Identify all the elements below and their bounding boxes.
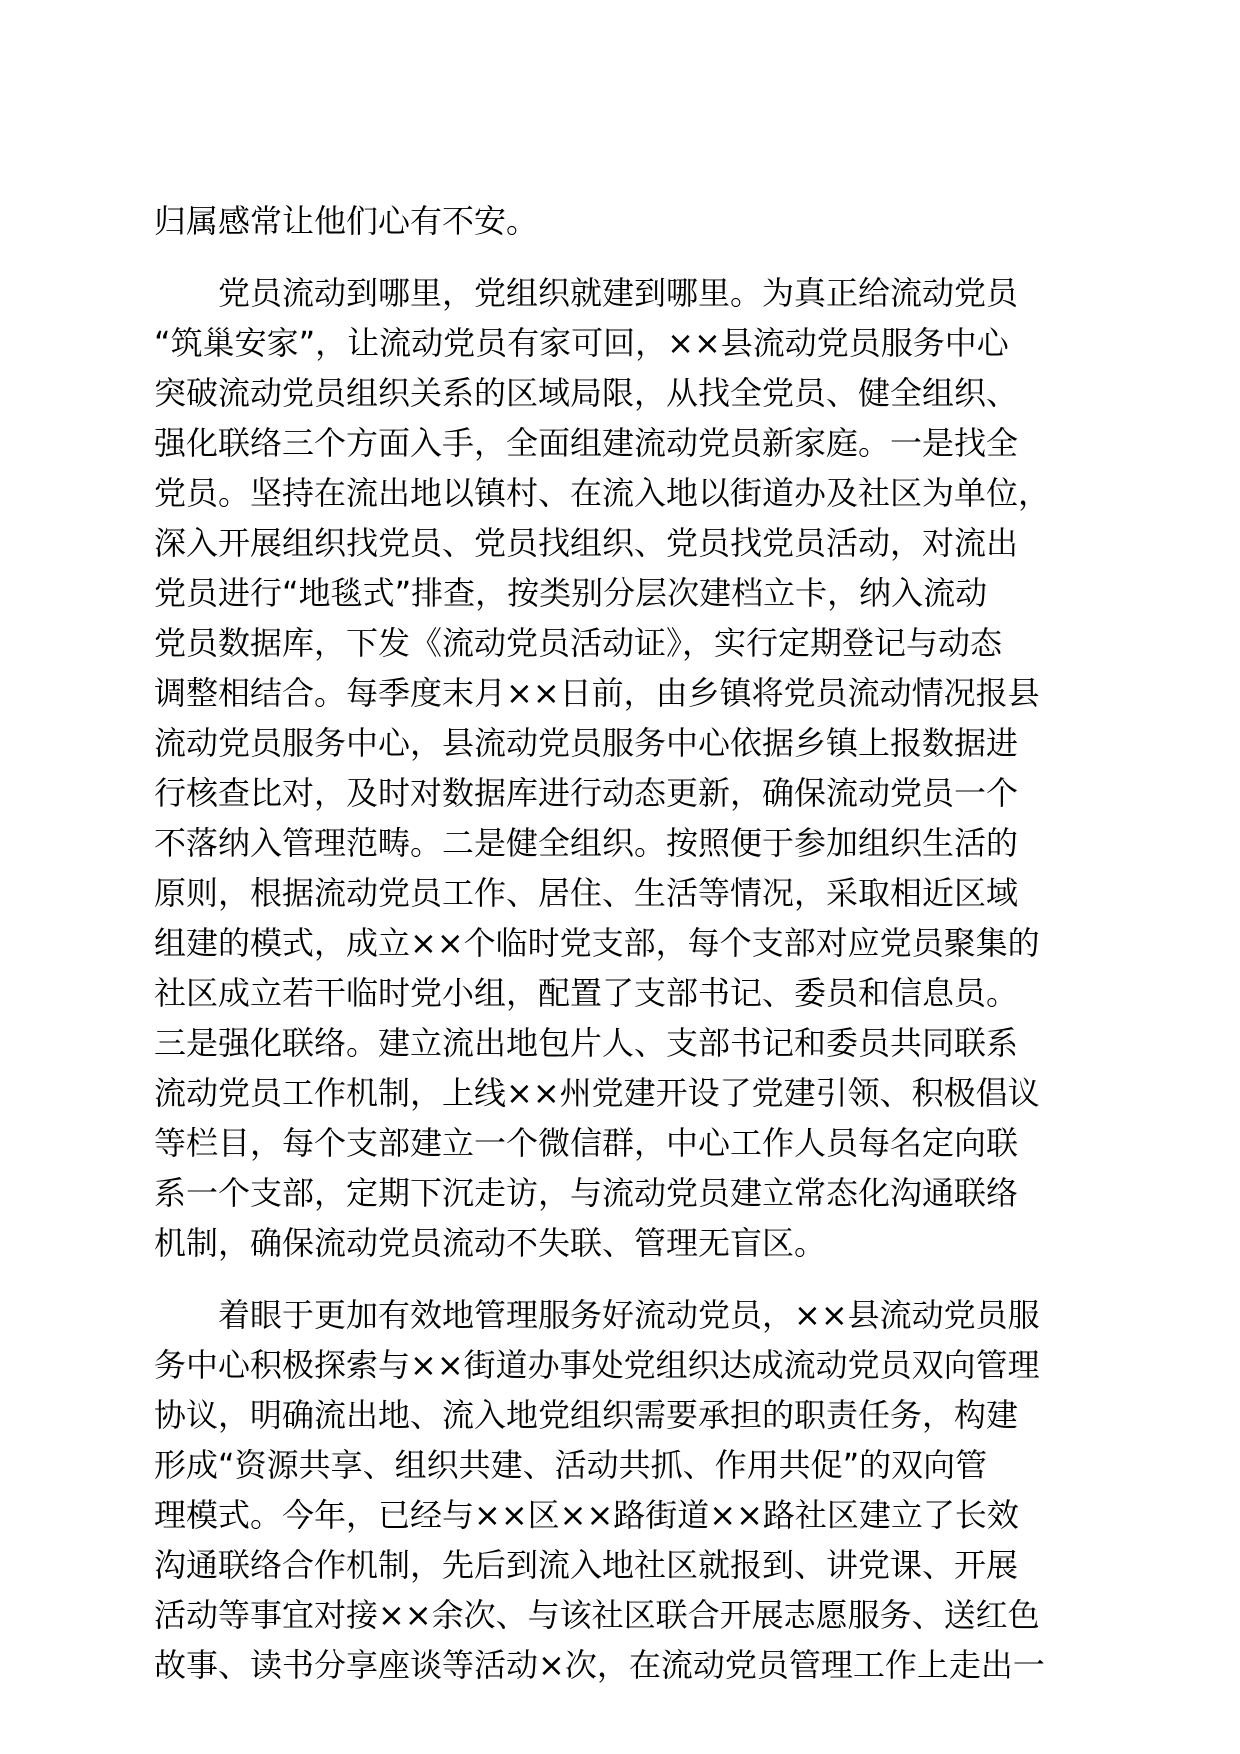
text-line: 党员流动到哪里，党组织就建到哪里。为真正给流动党员 xyxy=(218,274,1019,312)
text-line: 党员数据库，下发《流动党员活动证》，实行定期登记与动态 xyxy=(154,624,1003,662)
text-line: 沟通联络合作机制，先后到流入地社区就报到、讲党课、开展 xyxy=(154,1546,1019,1584)
text-line: 深入开展组织找党员、党员找组织、党员找党员活动，对流出 xyxy=(154,524,1019,562)
text-line: 机制，确保流动党员流动不失联、管理无盲区。 xyxy=(154,1224,827,1262)
text-line: 组建的模式，成立××个临时党支部，每个支部对应党员聚集的 xyxy=(154,924,1040,962)
text-line: 活动等事宜对接××余次、与该社区联合开展志愿服务、送红色 xyxy=(154,1596,1040,1634)
text-line: 三是强化联络。建立流出地包片人、支部书记和委员共同联系 xyxy=(154,1024,1019,1062)
text-line: 故事、读书分享座谈等活动×次，在流动党员管理工作上走出一 xyxy=(154,1646,1045,1684)
text-line: 党员。坚持在流出地以镇村、在流入地以街道办及社区为单位， xyxy=(154,474,1051,512)
text-line: 协议，明确流出地、流入地党组织需要承担的职责任务，构建 xyxy=(154,1396,1019,1434)
text-line: 系一个支部，定期下沉走访，与流动党员建立常态化沟通联络 xyxy=(154,1174,1019,1212)
text-line: 原则，根据流动党员工作、居住、生活等情况，采取相近区域 xyxy=(154,874,1019,912)
text-line: 归属感常让他们心有不安。 xyxy=(154,202,539,240)
text-line: 形成“资源共享、组织共建、活动共抓、作用共促”的双向管 xyxy=(154,1446,988,1484)
paragraph-1 xyxy=(154,196,1106,246)
text-line: 社区成立若干临时党小组，配置了支部书记、委员和信息员。 xyxy=(154,974,1019,1012)
text-line: 党员进行“地毯式”排查，按类别分层次建档立卡，纳入流动 xyxy=(154,574,988,612)
text-line: 理模式。今年，已经与××区××路街道××路社区建立了长效 xyxy=(154,1496,1019,1534)
text-line: 等栏目，每个支部建立一个微信群，中心工作人员每名定向联 xyxy=(154,1124,1019,1162)
paragraph-3 xyxy=(154,1290,1106,1690)
text-line: 务中心积极探索与××街道办事处党组织达成流动党员双向管理 xyxy=(154,1346,1040,1384)
text-line: 调整相结合。每季度末月××日前，由乡镇将党员流动情况报县 xyxy=(154,674,1040,712)
text-line: 流动党员服务中心，县流动党员服务中心依据乡镇上报数据进 xyxy=(154,724,1019,762)
text-line: 流动党员工作机制，上线××州党建开设了党建引领、积极倡议 xyxy=(154,1074,1040,1112)
paragraph-2 xyxy=(154,268,1106,1268)
document-body xyxy=(154,196,1106,1712)
text-line: 不落纳入管理范畴。二是健全组织。按照便于参加组织生活的 xyxy=(154,824,1019,862)
text-line: 行核查比对，及时对数据库进行动态更新，确保流动党员一个 xyxy=(154,774,1019,812)
text-line: 着眼于更加有效地管理服务好流动党员，××县流动党员服 xyxy=(218,1296,1040,1334)
text-line: “筑巢安家”，让流动党员有家可回，××县流动党员服务中心 xyxy=(154,324,1009,362)
text-line: 强化联络三个方面入手，全面组建流动党员新家庭。一是找全 xyxy=(154,424,1019,462)
text-line: 突破流动党员组织关系的区域局限，从找全党员、健全组织、 xyxy=(154,374,1019,412)
